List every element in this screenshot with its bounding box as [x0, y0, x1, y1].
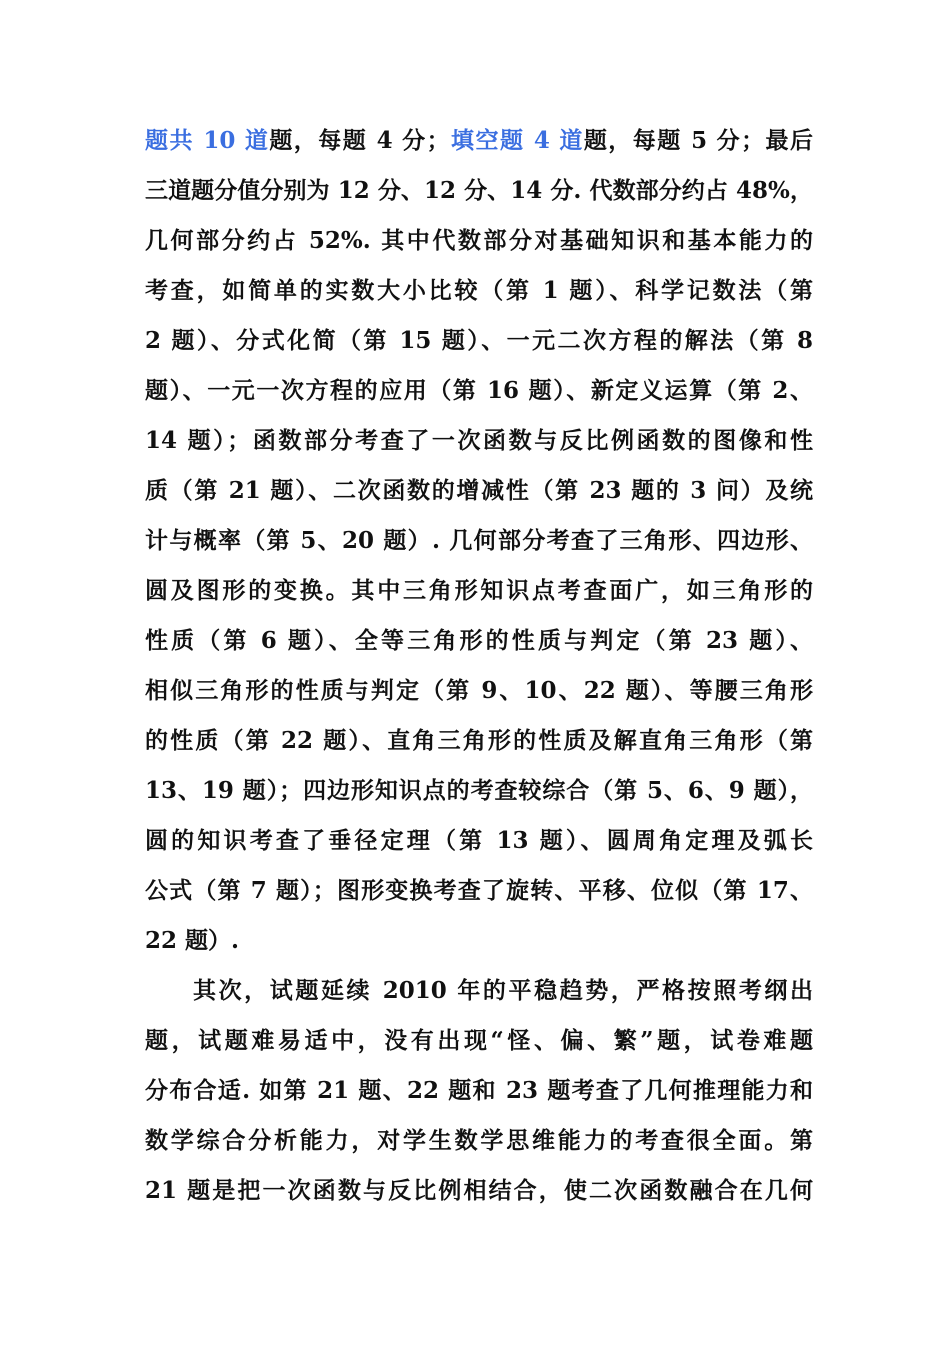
text-line: 题）、一元一次方程的应用（第 16 题）、新定义运算（第 2、: [145, 377, 813, 404]
paragraph-first-line: 其次，试题延续 2010 年的平稳趋势，严格按照考纲出: [193, 977, 813, 1004]
text-line: 14 题）；函数部分考查了一次函数与反比例函数的图像和性: [145, 427, 813, 454]
text-line: 21 题是把一次函数与反比例相结合，使二次函数融合在几何: [145, 1177, 813, 1204]
text-line: 的性质（第 22 题）、直角三角形的性质及解直角三角形（第: [145, 727, 813, 754]
text-line: 三道题分值分别为 12 分、12 分、14 分. 代数部分约占 48%，: [145, 177, 813, 204]
highlighted-text: 题共 10 道: [145, 127, 270, 154]
text-line: 数学综合分析能力，对学生数学思维能力的考查很全面。第: [145, 1127, 813, 1154]
text-line: 题，试题难易适中，没有出现“怪、偏、繁”题，试卷难题: [145, 1027, 813, 1054]
text-line: 圆的知识考查了垂径定理（第 13 题）、圆周角定理及弧长: [145, 827, 813, 854]
highlighted-text: 填空题 4 道: [449, 127, 584, 154]
text-line: 考查，如简单的实数大小比较（第 1 题）、科学记数法（第: [145, 277, 813, 304]
text-line: [145, 116, 813, 166]
text-line: 性质（第 6 题）、全等三角形的性质与判定（第 23 题）、: [145, 627, 813, 654]
text-segment: 题，每题 4 分；: [269, 127, 450, 154]
text-line: 2 题）、分式化简（第 15 题）、一元二次方程的解法（第 8: [145, 327, 813, 354]
text-line: 计与概率（第 5、20 题）. 几何部分考查了三角形、四边形、: [145, 527, 813, 554]
text-line: 分布合适. 如第 21 题、22 题和 23 题考查了几何推理能力和: [145, 1077, 813, 1104]
text-line: 公式（第 7 题）；图形变换考查了旋转、平移、位似（第 17、: [145, 877, 813, 904]
text-line: 相似三角形的性质与判定（第 9、10、22 题）、等腰三角形: [145, 677, 813, 704]
text-line: 圆及图形的变换。其中三角形知识点考查面广，如三角形的: [145, 577, 813, 604]
text-line: 22 题）.: [145, 927, 240, 954]
document-text-body: [145, 116, 813, 1216]
text-line: 13、19 题）；四边形知识点的考查较综合（第 5、6、9 题），: [145, 777, 813, 804]
text-line: 质（第 21 题）、二次函数的增减性（第 23 题的 3 问）及统: [145, 477, 813, 504]
text-line: 几何部分约占 52%. 其中代数部分对基础知识和基本能力的: [145, 227, 813, 254]
text-segment: 题，每题 5 分；最后: [583, 127, 813, 154]
